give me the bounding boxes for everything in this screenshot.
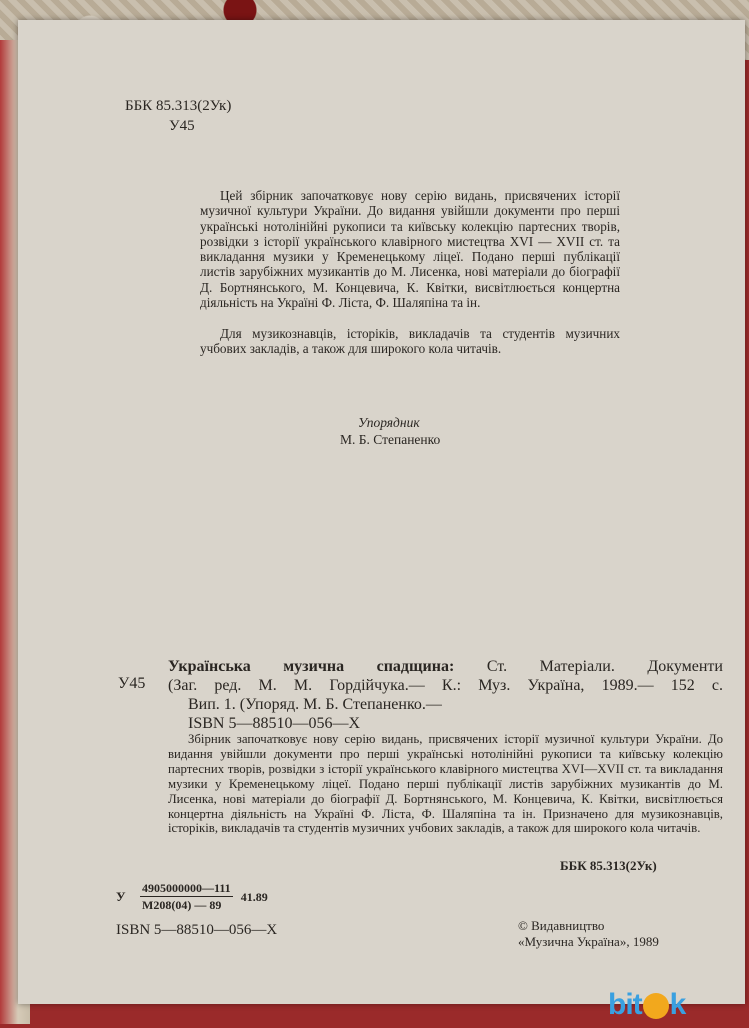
- catalog-card-body: [168, 732, 723, 836]
- bbk-classification-bottom: ББК 85.313(2Ук): [560, 858, 657, 873]
- compiler-name: М. Б. Степаненко: [340, 432, 441, 447]
- audience-text: Для музикознавців, історіків, викладачів та студентів музичних учбових закладів, а також для широкого кола читачів.: [200, 326, 620, 357]
- imprint-letter: У: [116, 888, 126, 904]
- annotation-main: [200, 188, 620, 310]
- author-mark: У45: [169, 118, 195, 134]
- publisher-line1: © Видавництво: [518, 918, 605, 933]
- bbk-code: ББК 85.313(2Ук): [125, 98, 232, 114]
- compiler-role: Упорядник: [358, 415, 420, 430]
- catalog-card-heading: [168, 657, 723, 733]
- catalog-body-text: Збірник започатковує нову серію видань, присвячених історії музичної культури України. До видання увійшли документи про перші українські нотолінійні рукописи та київську колекцію партесних творів, розвідки з історії українського клавірного мистецтва XVI—XVII ст. та викладання музики у Кременецькому ліцеї. Подано перші публікації листів зарубіжних музикантів до М. Лисенка, нові матеріали до біографії Д. Бортнянського, М. Концевича, К. Квітки, висвітлюється концертна діяльність на Україні Ф. Ліста, Ф. Шаляпіна та ін. Призначено для музикознавців, історіків, викладачів та студентів музичних учбових закладів, а також для широкого кола читачів.: [168, 732, 723, 836]
- catalog-index: У45: [118, 675, 146, 692]
- site-watermark-logo: [608, 988, 748, 1028]
- catalog-title-rest: Ст. Матеріали. Документи: [454, 658, 723, 675]
- imprint-block: [116, 880, 268, 913]
- annotation-text: Цей збірник започатковує нову серію видань, присвячених історії музичної культури України. До видання увійшли документи про перші українські нотолінійні рукописи та київську колекцію партесних творів, розвідки з історії українського клавірного мистецтва XVI — XVII ст. та викладання музики у Кременецькому ліцеї. Подано перші публікації листів зарубіжних музикантів до М. Лисенка, нові матеріали до біографії Д. Бортнянського, М. Концевича, К. Квітки, висвітлюється концертна діяльність на Україні Ф. Ліста, Ф. Шаляпіна та ін.: [200, 188, 620, 311]
- catalog-isbn: ISBN 5—88510—056—X: [188, 715, 361, 732]
- book-page: [18, 20, 745, 1021]
- catalog-title-line: [168, 657, 723, 676]
- publisher-line2: «Музична Україна», 1989: [518, 934, 659, 949]
- publisher-block: [518, 918, 659, 950]
- imprint-numerator: 4905000000—111: [142, 881, 231, 895]
- catalog-volume-line: Вип. 1. (Упоряд. М. Б. Степаненко.—: [188, 696, 442, 713]
- imprint-fraction: [140, 880, 233, 913]
- catalog-edition-line: (Заг. ред. М. М. Гордійчука.— К.: Муз. Україна, 1989.— 152 с.: [168, 677, 723, 694]
- watermark-circle-icon: [643, 993, 669, 1019]
- watermark-text-end: k: [669, 988, 686, 1021]
- imprint-denominator: М208(04) — 89: [142, 898, 222, 912]
- bbk-classification-top: [125, 96, 231, 136]
- catalog-title-bold: Українська музична спадщина:: [168, 658, 455, 675]
- isbn-bottom: ISBN 5—88510—056—X: [116, 922, 278, 938]
- imprint-price: 41.89: [240, 889, 268, 904]
- watermark-text-start: bit: [608, 988, 642, 1021]
- annotation-audience: [200, 326, 620, 357]
